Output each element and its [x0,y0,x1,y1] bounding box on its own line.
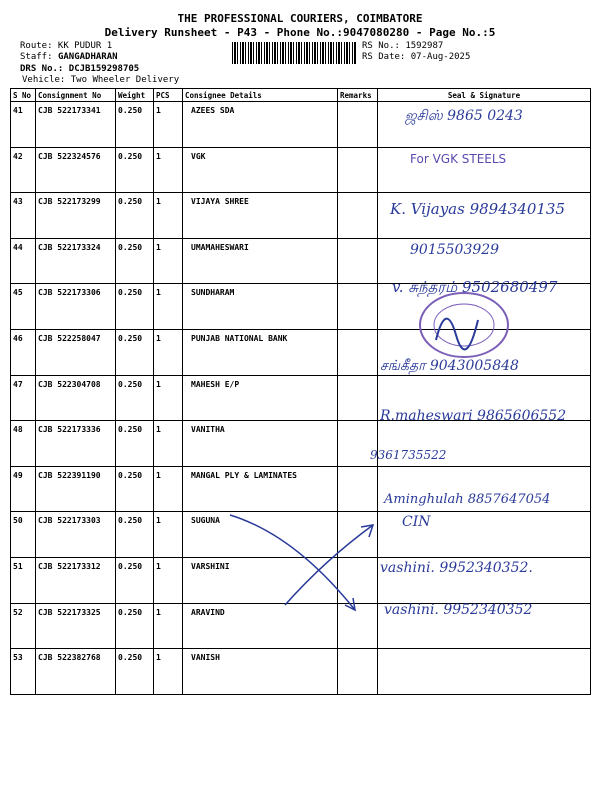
row-sno: 43 [11,193,36,239]
row-pcs: 1 [154,649,183,695]
row-pcs: 1 [154,238,183,284]
route-label: Route: KK PUDUR 1 [20,41,113,51]
row-remarks [338,102,378,148]
row-weight: 0.250 [116,284,154,330]
row-consignment-no: CJB 522173324 [36,238,116,284]
row-consignment-no: CJB 522173299 [36,193,116,239]
row-sno: 53 [11,649,36,695]
signature-44: 9015503929 [410,242,500,258]
row-consignment-no: CJB 522324576 [36,147,116,193]
row-weight: 0.250 [116,466,154,512]
row-weight: 0.250 [116,557,154,603]
row-sno: 49 [11,466,36,512]
row-remarks [338,649,378,695]
drs-number: DCJB159298705 [68,64,140,74]
row-consignment-no: CJB 522391190 [36,466,116,512]
row-sno: 41 [11,102,36,148]
row-pcs: 1 [154,193,183,239]
row-weight: 0.250 [116,147,154,193]
staff-label: Staff: [20,52,58,62]
row-remarks [338,284,378,330]
row-consignment-no: CJB 522173306 [36,284,116,330]
staff-row [20,52,118,62]
row-weight: 0.250 [116,193,154,239]
row-consignment-no: CJB 522173312 [36,557,116,603]
row-sno: 46 [11,329,36,375]
round-stamp-icon [416,290,512,360]
row-weight: 0.250 [116,238,154,284]
col-remarks: Remarks [338,89,378,102]
row-consignee: SUGUNA [183,512,338,558]
row-consignee: PUNJAB NATIONAL BANK [183,329,338,375]
signature-49-a: R.maheswari 9865606552 [380,408,567,424]
signature-45: v. சுந்தரம் 9502680497 [392,278,558,296]
row-sno: 47 [11,375,36,421]
row-pcs: 1 [154,603,183,649]
company-title: THE PROFESSIONAL COURIERS, COIMBATORE [177,12,423,25]
col-consignee: Consignee Details [183,89,338,102]
row-sno: 48 [11,421,36,467]
row-consignee: UMAMAHESWARI [183,238,338,284]
row-consignment-no: CJB 522173341 [36,102,116,148]
row-pcs: 1 [154,102,183,148]
row-weight: 0.250 [116,603,154,649]
row-weight: 0.250 [116,329,154,375]
row-consignee: VGK [183,147,338,193]
signature-47: சங்கீதா 9043005848 [380,358,519,374]
row-remarks [338,147,378,193]
row-remarks [338,193,378,239]
row-consignment-no: CJB 522304708 [36,375,116,421]
row-consignee: SUNDHARAM [183,284,338,330]
row-remarks [338,329,378,375]
col-pcs: PCS [154,89,183,102]
row-consignee: MAHESH E/P [183,375,338,421]
row-weight: 0.250 [116,102,154,148]
row-weight: 0.250 [116,649,154,695]
row-sno: 44 [11,238,36,284]
signature-43: K. Vijayas 9894340135 [390,200,566,218]
row-consignee: VANITHA [183,421,338,467]
signature-49-b: 9361735522 [370,448,447,462]
drs-row [20,64,139,74]
row-weight: 0.250 [116,375,154,421]
row-signature [378,649,591,695]
signature-42: For VGK STEELS [410,152,507,166]
row-sno: 51 [11,557,36,603]
table-row [11,421,591,467]
row-sno: 50 [11,512,36,558]
signature-51-a: Aminghulah 8857647054 [384,492,551,507]
rs-number: RS No.: 1592987 [362,41,444,51]
row-remarks [338,238,378,284]
row-sno: 52 [11,603,36,649]
row-pcs: 1 [154,557,183,603]
row-pcs: 1 [154,284,183,330]
table-header-row [11,89,591,102]
row-consignee: VARSHINI [183,557,338,603]
row-weight: 0.250 [116,421,154,467]
col-sno: S No [11,89,36,102]
cross-arrows-icon [225,505,385,615]
col-weight: Weight [116,89,154,102]
row-consignment-no: CJB 522382768 [36,649,116,695]
row-consignment-no: CJB 522173303 [36,512,116,558]
rs-date: RS Date: 07-Aug-2025 [362,52,471,62]
row-consignee: VANISH [183,649,338,695]
row-consignment-no: CJB 522173336 [36,421,116,467]
row-pcs: 1 [154,512,183,558]
row-pcs: 1 [154,375,183,421]
row-pcs: 1 [154,421,183,467]
row-consignee: MANGAL PLY & LAMINATES [183,466,338,512]
row-consignee: AZEES SDA [183,102,338,148]
row-weight: 0.250 [116,512,154,558]
row-consignment-no: CJB 522173325 [36,603,116,649]
col-signature: Seal & Signature [378,89,591,102]
signature-51-b: CIN [402,514,431,530]
signature-52: vashini. 9952340352. [380,560,533,576]
row-consignee: VIJAYA SHREE [183,193,338,239]
staff-name: GANGADHARAN [57,52,118,62]
col-consignment: Consignment No [36,89,116,102]
signature-53: vashini. 9952340352 [384,602,533,618]
row-consignment-no: CJB 522258047 [36,329,116,375]
row-pcs: 1 [154,147,183,193]
signature-41: ஜசிஸ் 9865 0243 [405,108,523,124]
row-pcs: 1 [154,329,183,375]
row-sno: 45 [11,284,36,330]
row-pcs: 1 [154,466,183,512]
row-sno: 42 [11,147,36,193]
table-row [11,649,591,695]
runsheet-subtitle: Delivery Runsheet - P43 - Phone No.:9047080280 - Page No.:5 [104,26,496,39]
row-remarks [338,375,378,421]
row-consignee: ARAVIND [183,603,338,649]
barcode [232,42,356,64]
drs-label: DRS No.: [20,64,69,74]
vehicle-label: Vehicle: Two Wheeler Delivery [22,75,180,85]
